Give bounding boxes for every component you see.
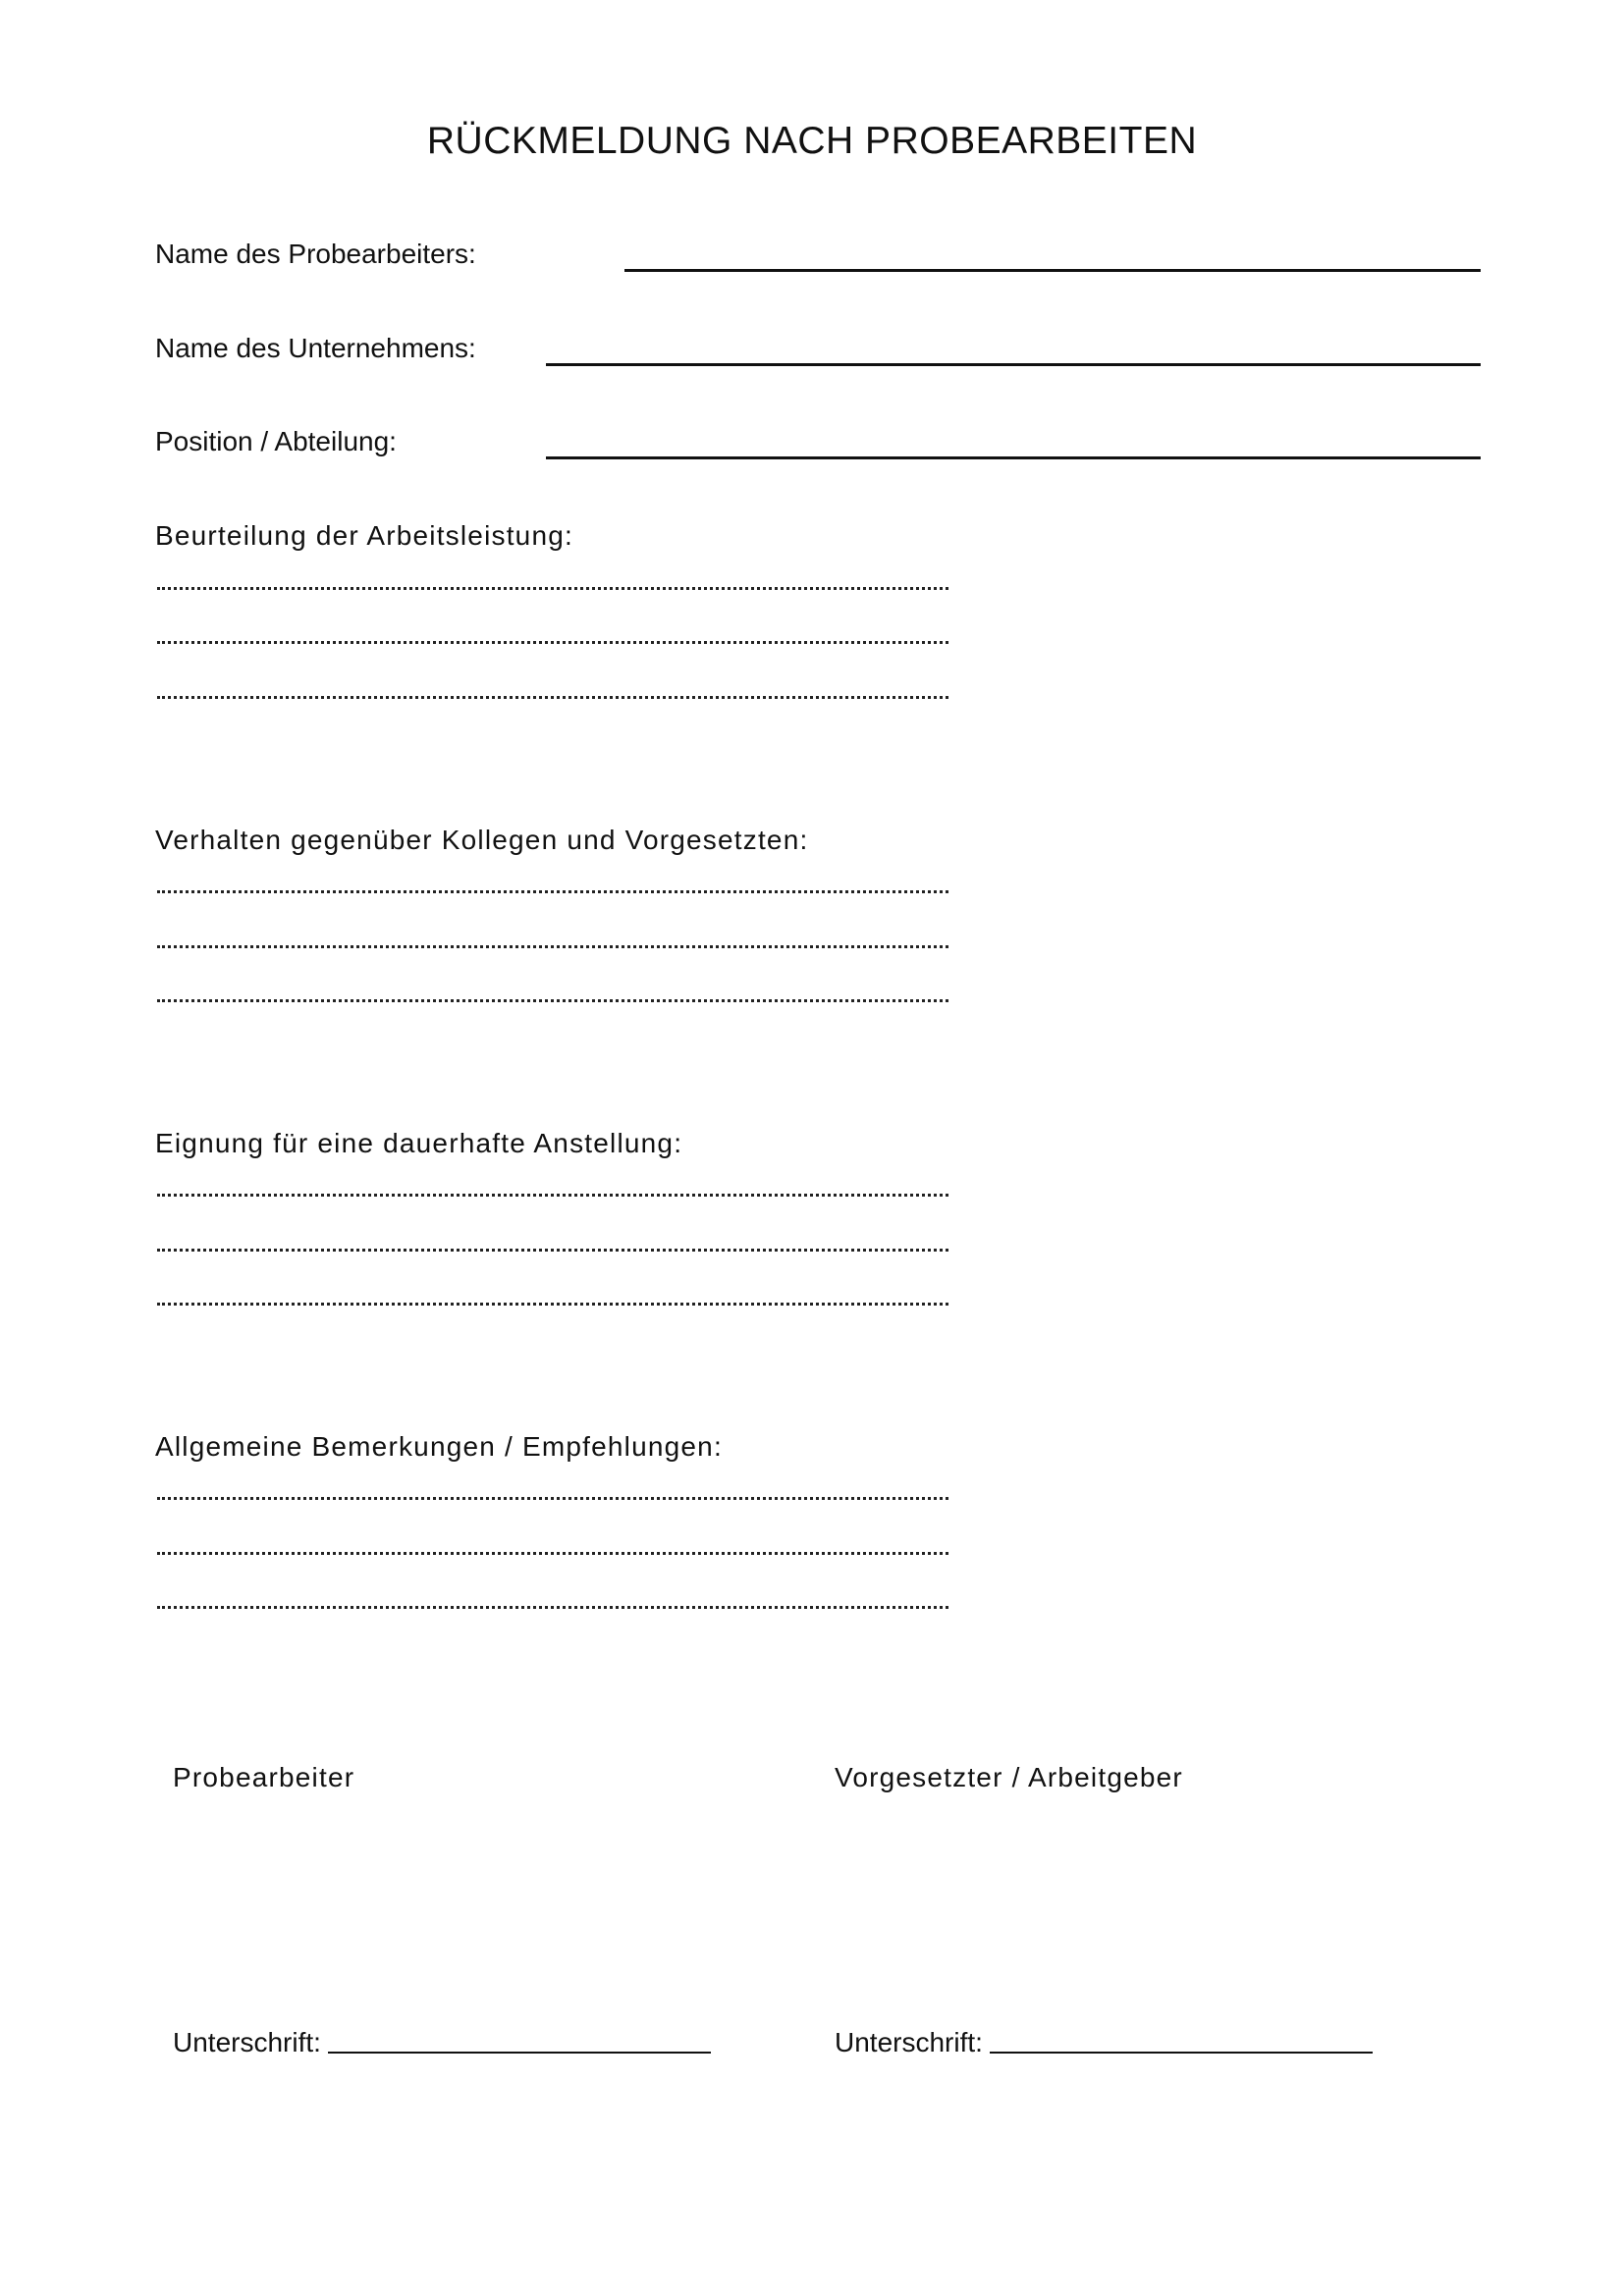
company-name-field[interactable] — [546, 363, 1481, 366]
remarks-line-2[interactable] — [157, 1552, 948, 1555]
position-label: Position / Abteilung: — [155, 426, 397, 456]
section-title-suitability: Eignung für eine dauerhafte Anstellung: — [155, 1128, 683, 1158]
signature-field-supervisor[interactable] — [990, 2052, 1373, 2054]
section-title-behavior: Verhalten gegenüber Kollegen und Vorgesetzten: — [155, 825, 809, 855]
trial-worker-name-label: Name des Probearbeiters: — [155, 239, 476, 269]
suitability-line-1[interactable] — [157, 1194, 948, 1197]
suitability-line-3[interactable] — [157, 1303, 948, 1306]
suitability-line-2[interactable] — [157, 1249, 948, 1252]
trial-worker-name-field[interactable] — [624, 269, 1481, 272]
behavior-line-3[interactable] — [157, 999, 948, 1002]
remarks-line-1[interactable] — [157, 1497, 948, 1500]
remarks-line-3[interactable] — [157, 1606, 948, 1609]
behavior-line-2[interactable] — [157, 945, 948, 948]
signature-field-trial-worker[interactable] — [328, 2052, 711, 2054]
signature-label-supervisor: Unterschrift: — [835, 2027, 983, 2057]
signature-heading-supervisor: Vorgesetzter / Arbeitgeber — [835, 1762, 1183, 1792]
work-performance-line-1[interactable] — [157, 587, 948, 590]
section-title-work-performance: Beurteilung der Arbeitsleistung: — [155, 520, 573, 551]
work-performance-line-3[interactable] — [157, 696, 948, 699]
position-field[interactable] — [546, 456, 1481, 459]
behavior-line-1[interactable] — [157, 890, 948, 893]
signature-heading-trial-worker: Probearbeiter — [173, 1762, 355, 1792]
work-performance-line-2[interactable] — [157, 641, 948, 644]
section-title-remarks: Allgemeine Bemerkungen / Empfehlungen: — [155, 1431, 723, 1462]
signature-label-trial-worker: Unterschrift: — [173, 2027, 321, 2057]
document-title: RÜCKMELDUNG NACH PROBEARBEITEN — [426, 120, 1198, 162]
company-name-label: Name des Unternehmens: — [155, 333, 476, 363]
